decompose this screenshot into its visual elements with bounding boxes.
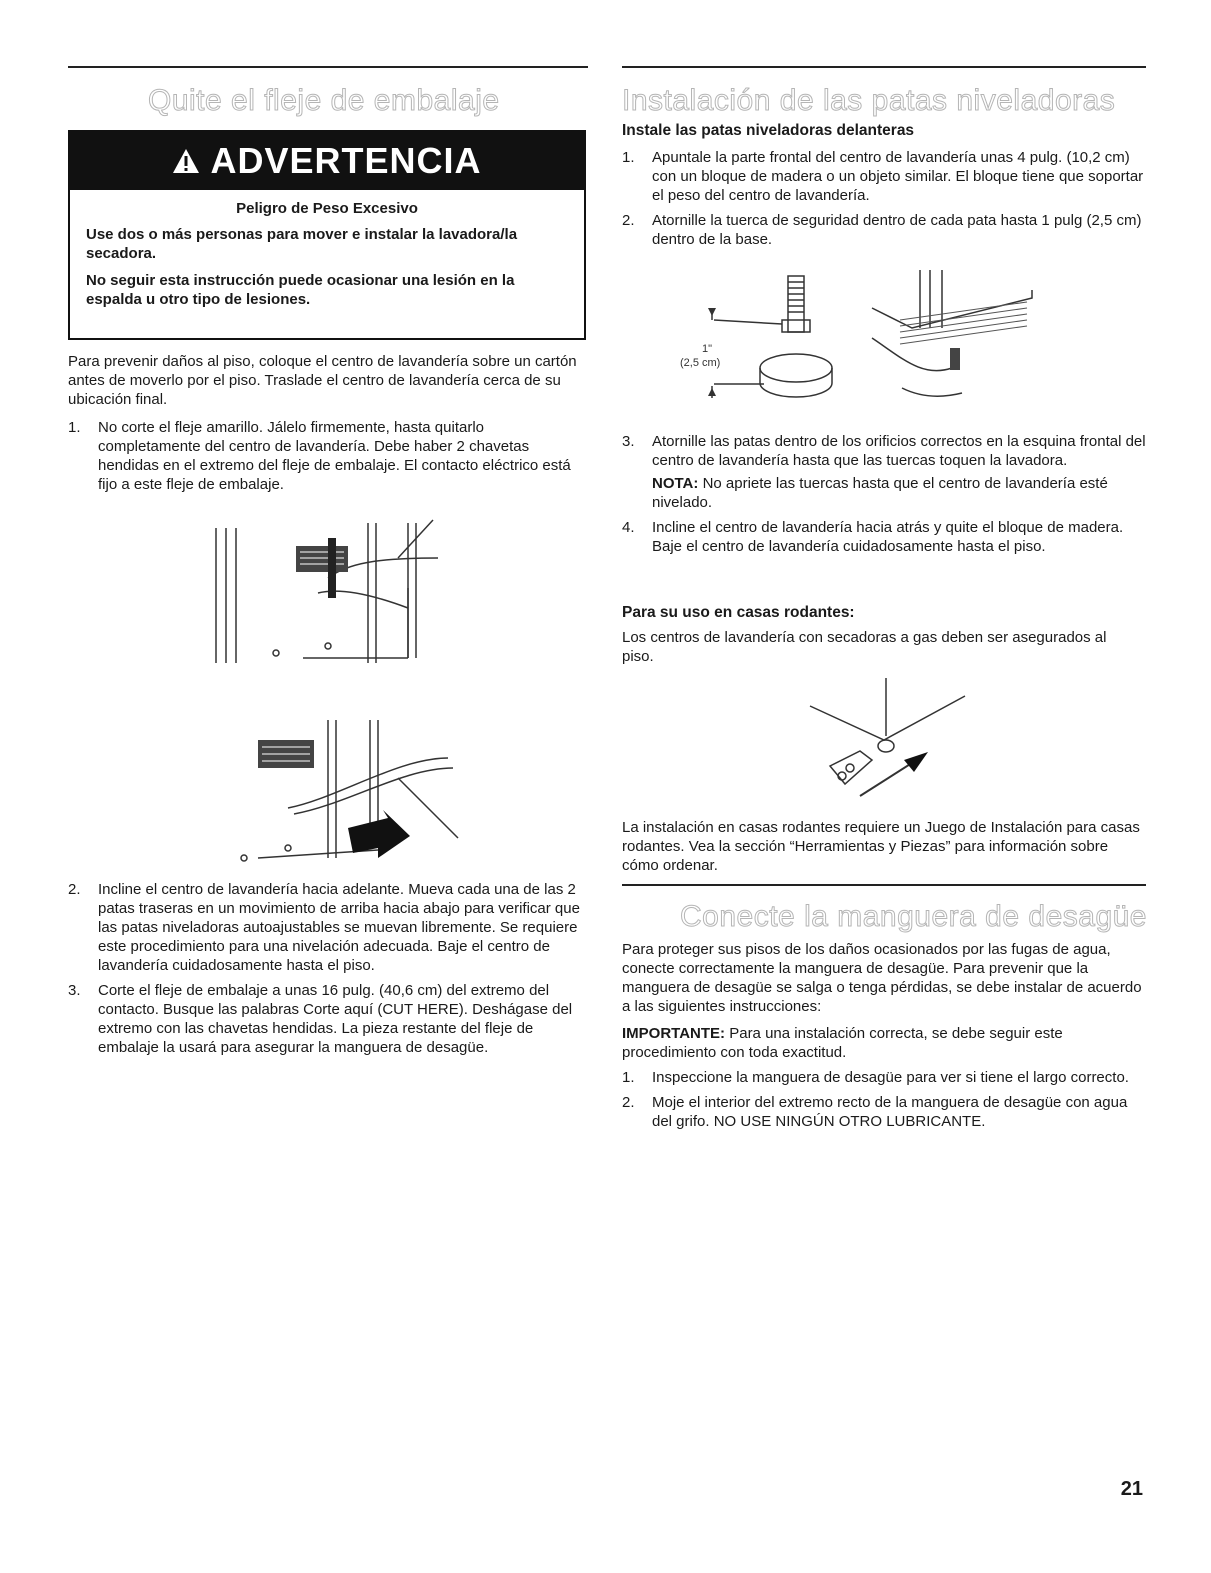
list-item: 1. Apuntale la parte frontal del centro de lavandería unas 4 pulg. (10,2 cm) con un bloque de madera o un objeto similar. El bloque tiene que soportar el peso del centro de lavandería.	[622, 149, 1144, 204]
list-item: 4. Incline el centro de lavandería hacia atrás y quite el bloque de madera. Baje el centro de lavandería cuidadosamente hasta el piso.	[622, 519, 1124, 555]
list-item: 3. Corte el fleje de embalaje a unas 16 pulg. (40,6 cm) del extremo del contacto. Busque las palabras Corte aquí (CUT HERE). Deshágase del extremo con las chavetas hendidas. La pieza restante del fleje de embalaje la usará para asegurar la manguera de desagüe.	[68, 982, 573, 1056]
warning-line-1: Use dos o más personas para mover e instalar la lavadora/la secadora.	[86, 226, 518, 262]
section-title-strap: Quite el fleje de embalaje	[148, 84, 500, 117]
list-item: 2. Moje el interior del extremo recto de la manguera de desagüe con agua del grifo. NO USE NINGÚN OTRO LUBRICANTE.	[622, 1094, 1128, 1130]
important-label: IMPORTANTE:	[622, 1025, 726, 1042]
warning-box	[68, 130, 586, 340]
list-item: 3. Atornille las patas dentro de los orificios correctos en la esquina frontal del centro de lavandería hasta que las tuercas toquen la lavadora. NOTA: No apriete las tuercas hasta que el centro de lavandería esté nivelado.	[622, 433, 1146, 511]
mobile-home-text: Los centros de lavandería con secadoras a gas deben ser asegurados al piso.	[622, 629, 1107, 665]
important-text: Para una instalación correcta, se debe seguir este procedimiento con toda exactitud.	[622, 1025, 1063, 1061]
warning-header	[70, 132, 584, 190]
warning-line-2: No seguir esta instrucción puede ocasionar una lesión en la espalda u otro tipo de lesiones.	[86, 272, 515, 308]
warning-subtitle: Peligro de Peso Excesivo	[236, 200, 418, 217]
strap-step-1	[68, 418, 588, 500]
mobile-home-kit-text: La instalación en casas rodantes requiere un Juego de Instalación para casas rodantes. Vea la sección “Herramientas y Piezas” para información sobre cómo ordenar.	[622, 819, 1140, 874]
list-item: 2. Incline el centro de lavandería hacia adelante. Mueva cada una de las 2 patas traseras en un movimiento de arriba hacia abajo para verificar que las patas niveladoras autoajustables se muevan libremente. Se requiere este procedimiento para una nivelación adecuada. Baje el centro de lavandería cuidadosamente hasta el piso.	[68, 881, 580, 974]
top-rule-right	[622, 66, 1146, 68]
figure-pull-strap	[208, 518, 448, 668]
strap-steps-2-3	[68, 880, 588, 1063]
section-rule-drain	[622, 884, 1146, 886]
warning-triangle-icon	[172, 147, 200, 175]
list-item: 1. No corte el fleje amarillo. Jálelo firmemente, hasta quitarlo completamente del centro de lavandería. Debe haber 2 chavetas hendidas en el extremo del fleje de embalaje. El contacto eléctrico está fijo a este fleje de embalaje.	[68, 419, 571, 493]
list-item: 1. Inspeccione la manguera de desagüe para ver si tiene el largo correcto.	[622, 1069, 1129, 1086]
legs-steps-1-2	[622, 148, 1146, 255]
figure-label-cm: (2,5 cm)	[680, 357, 721, 369]
figure-tilt-unit	[228, 718, 468, 868]
figure-mobile-home-bracket	[800, 676, 980, 806]
strap-intro: Para prevenir daños al piso, coloque el centro de lavandería sobre un cartón antes de moverlo por el piso. Traslade el centro de lavandería cerca de su ubicación final.	[68, 353, 577, 408]
subhead-mobile-homes: Para su uso en casas rodantes:	[622, 604, 855, 621]
subhead-front-legs: Instale las patas niveladoras delanteras	[622, 122, 915, 139]
important-note	[622, 1024, 1146, 1062]
figure-leveling-leg	[672, 268, 1052, 418]
top-rule-left	[68, 66, 588, 68]
section-title-leveling-legs: Instalación de las patas niveladoras	[622, 84, 1116, 117]
section-title-drain-hose: Conecte la manguera de desagüe	[680, 900, 1147, 933]
figure-label-inch: 1"	[702, 343, 713, 355]
note-text: No apriete las tuercas hasta que el centro de lavandería esté nivelado.	[652, 475, 1108, 511]
warning-heading: ADVERTENCIA	[210, 140, 482, 181]
page-number: 21	[1120, 1478, 1143, 1500]
list-item: 2. Atornille la tuerca de seguridad dentro de cada pata hasta 1 pulg (2,5 cm) dentro de la base.	[622, 212, 1142, 248]
legs-steps-3-4	[622, 432, 1146, 562]
drain-intro: Para proteger sus pisos de los daños ocasionados por las fugas de agua, conecte correctamente la manguera de desagüe. Para prevenir que la manguera de desagüe se salga o tenga pérdidas, se debe instalar de acuerdo a las siguientes instrucciones:	[622, 941, 1142, 1015]
drain-steps	[622, 1068, 1146, 1137]
note-label: NOTA:	[652, 475, 699, 492]
